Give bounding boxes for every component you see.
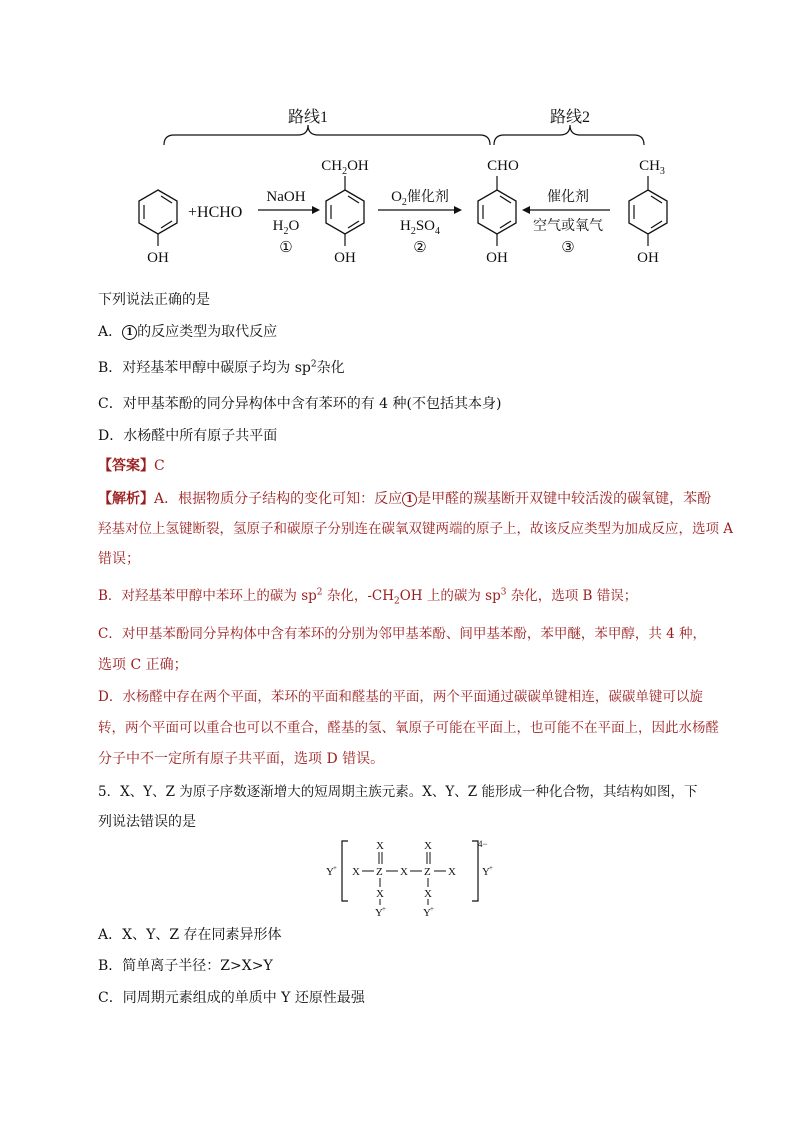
plus-hcho: +HCHO [188,204,243,221]
answer-label: 【答案】 [98,458,154,474]
q5-stem-line2: 列说法错误的是 [98,814,196,830]
route2-brace [494,125,644,145]
svg-text:+: + [333,864,337,872]
option-b-text: B．对羟基苯甲醇中碳原子均为 sp [98,360,311,376]
svg-text:X: X [376,840,384,852]
hydroxybenzaldehyde-structure [478,158,519,266]
analysis-c-line1: C．对甲基苯酚同分异构体中含有苯环的分别为邻甲基苯酚、间甲基苯酚，苯甲醚，苯甲醇，共 4 种， [98,626,706,642]
analysis-a1-post: 是甲醛的羰基断开双键中较活泼的碳氧键，苯酚 [417,491,712,507]
cho-label: CHO [487,158,519,174]
q5-stem-line1: 5．X、Y、Z 为原子序数逐渐增大的短周期主族元素。X、Y、Z 能形成一种化合物，其结构如图，下 [98,784,698,800]
answer-line [98,457,165,475]
option-a-prefix: A． [98,324,123,340]
answer-value: C [154,458,165,474]
svg-text:X: X [376,888,384,900]
reagent2-top: $O_2$催化剂 [391,189,449,208]
step1-number: ① [279,240,293,256]
option-b-tail: 杂化 [316,360,345,376]
svg-text:X: X [352,866,360,878]
q5-option-a: A．X、Y、Z 存在同素异形体 [98,927,282,943]
route1-label: 路线1 [287,109,329,126]
reagent2-bottom: $H_2SO_4$ [399,218,441,237]
svg-text:+: + [489,864,493,872]
oh-label: OH [147,250,169,266]
option-a-text: 的反应类型为取代反应 [137,324,278,340]
q5-option-b: B．简单离子半径：Z>X>Y [98,958,273,974]
reaction-scheme [120,100,700,275]
svg-text:Y: Y [423,907,431,919]
svg-text:4−: 4− [478,839,488,849]
q4-option-d: D．水杨醛中所有原子共平面 [98,428,278,444]
analysis-a1-pre: A．根据物质分子结构的变化可知：反应 [154,491,403,507]
step2-number: ② [413,240,427,256]
svg-text:Y: Y [482,866,490,878]
analysis-a-line1 [98,490,711,508]
option-b-sup: 2 [310,359,317,370]
b-seg1: B．对羟基苯甲醇中苯环上的碳为 sp [98,588,317,604]
b-seg4: 杂化，选项 B 错误； [506,588,638,604]
analysis-a-line2: 羟基对位上氢键断裂，氢原子和碳原子分别连在碳氧双键两端的原子上，故该反应类型为加成反应，选项 A [98,521,734,537]
q5-option-c: C．同周期元素组成的单质中 Y 还原性最强 [98,990,365,1006]
analysis-d-line3: 分子中不一定所有原子共平面，选项 D 错误。 [98,751,385,767]
svg-text:Z: Z [376,866,383,878]
svg-text:X: X [424,888,432,900]
reagent3-top: 催化剂 [547,189,589,205]
circled-1-icon: 1 [402,492,417,507]
analysis-d-line2: 转，两个平面可以重合也可以不重合，醛基的氢、氧原子可能在平面上，也可能不在平面上，因此水杨醛 [98,720,719,736]
analysis-b-line [98,587,637,605]
svg-text:Y: Y [326,866,334,878]
oh-label: OH [334,250,356,266]
ch2oh-label: $CH_2OH$ [321,158,369,177]
q5-structure [320,835,500,920]
svg-text:X: X [400,866,408,878]
q4-option-c: C．对甲基苯酚的同分异构体中含有苯环的有 4 种(不包括其本身) [98,396,502,412]
route2-label: 路线2 [549,109,591,126]
svg-text:X: X [424,840,432,852]
q4-stem: 下列说法正确的是 [98,292,210,308]
reagent3-bottom: 空气或氧气 [533,218,603,234]
q4-option-a [98,323,277,341]
analysis-label: 【解析】 [98,491,154,507]
oh-label: OH [637,250,659,266]
b-seg2: 杂化，-CH [322,588,394,604]
reagent1-top: NaOH [266,189,306,205]
q4-option-b [98,359,345,377]
analysis-d-line1: D．水杨醛中存在两个平面，苯环的平面和醛基的平面，两个平面通过碳碳单键相连，碳碳单键可以旋 [98,689,703,705]
oh-label: OH [486,250,508,266]
analysis-a-line3: 错误； [98,551,140,567]
hydroxybenzyl-alcohol-structure [321,158,369,266]
svg-text:+: + [382,905,386,913]
b-seg3: OH 上的碳为 sp [399,588,501,604]
phenol-structure [139,190,177,266]
svg-text:+: + [430,905,434,913]
step3-number: ③ [561,240,575,256]
circled-1-icon: 1 [122,325,137,340]
analysis-c-line2: 选项 C 正确； [98,657,188,673]
b-sup2: 3 [500,587,507,598]
p-cresol-structure [629,158,667,266]
b-sup1: 2 [316,587,323,598]
svg-text:Z: Z [424,866,431,878]
svg-text:X: X [448,866,456,878]
ch3-label: $CH_3$ [639,158,665,177]
reagent1-bottom: $H_2O$ [272,218,300,237]
route1-brace [164,125,490,145]
svg-text:Y: Y [375,907,383,919]
b-sub: 2 [394,596,400,607]
